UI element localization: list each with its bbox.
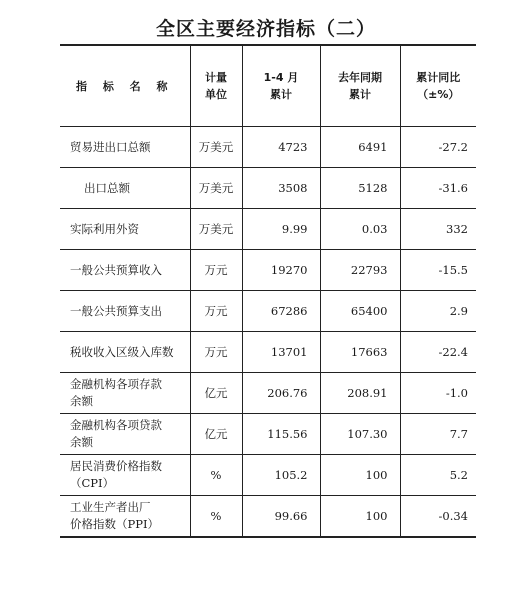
indicator-name	[60, 455, 190, 496]
indicator-name	[60, 414, 190, 455]
column-header-previous	[320, 45, 400, 127]
previous-value-cell: 6491	[320, 127, 400, 168]
current-value-cell: 9.99	[242, 209, 320, 250]
current-value-cell: 67286	[242, 291, 320, 332]
current-value-cell: 4723	[242, 127, 320, 168]
column-header-unit	[190, 45, 242, 127]
column-header-current-line2: 累计	[270, 88, 292, 101]
column-header-yoy-line2: （±%）	[417, 88, 460, 101]
column-header-indicator-label: 指 标 名 称	[76, 79, 174, 93]
column-header-unit-line1: 计量	[205, 71, 227, 84]
unit-cell: 万元	[190, 250, 242, 291]
yoy-change-cell: -31.6	[400, 168, 476, 209]
current-value-cell: 3508	[242, 168, 320, 209]
table-row	[60, 332, 476, 373]
indicator-name	[60, 209, 190, 250]
previous-value-cell: 100	[320, 496, 400, 538]
yoy-change-cell: 2.9	[400, 291, 476, 332]
previous-value-cell: 17663	[320, 332, 400, 373]
unit-cell: 亿元	[190, 414, 242, 455]
indicator-name-line1: 金融机构各项存款	[70, 377, 162, 391]
column-header-current-line1: 1-4 月	[263, 71, 299, 84]
column-header-current	[242, 45, 320, 127]
indicator-name-line2: 余额	[70, 435, 93, 449]
previous-value-cell: 22793	[320, 250, 400, 291]
indicator-name-line1: 一般公共预算收入	[70, 262, 162, 277]
previous-value-cell: 0.03	[320, 209, 400, 250]
table-row	[60, 455, 476, 496]
yoy-change-cell: 332	[400, 209, 476, 250]
indicator-name	[60, 250, 190, 291]
yoy-change-cell: -27.2	[400, 127, 476, 168]
previous-value-cell: 5128	[320, 168, 400, 209]
table-row	[60, 373, 476, 414]
current-value-cell: 99.66	[242, 496, 320, 538]
unit-cell: 亿元	[190, 373, 242, 414]
current-value-cell: 13701	[242, 332, 320, 373]
column-header-unit-line2: 单位	[205, 88, 227, 101]
indicator-name-line1: 税收收入区级入库数	[70, 344, 174, 359]
column-header-previous-line1: 去年同期	[338, 71, 382, 84]
indicator-name-line1: 工业生产者出厂	[70, 500, 151, 514]
indicator-name-line1: 出口总额	[84, 180, 130, 195]
indicator-name	[60, 168, 190, 209]
table-row	[60, 250, 476, 291]
table-row	[60, 414, 476, 455]
indicator-name	[60, 127, 190, 168]
indicator-name-line1: 金融机构各项贷款	[70, 418, 162, 432]
economic-indicators-table	[60, 44, 476, 538]
yoy-change-cell: 5.2	[400, 455, 476, 496]
indicator-name	[60, 291, 190, 332]
current-value-cell: 19270	[242, 250, 320, 291]
previous-value-cell: 100	[320, 455, 400, 496]
unit-cell: 万美元	[190, 168, 242, 209]
current-value-cell: 115.56	[242, 414, 320, 455]
indicator-name-line1: 贸易进出口总额	[70, 139, 151, 154]
unit-cell: 万元	[190, 291, 242, 332]
yoy-change-cell: -1.0	[400, 373, 476, 414]
indicator-name-line2: （CPI）	[70, 476, 115, 490]
column-header-yoy	[400, 45, 476, 127]
table-header-row	[60, 45, 476, 127]
table-row	[60, 127, 476, 168]
page-title: 全区主要经济指标（二）	[155, 18, 376, 40]
indicator-name-line2: 余额	[70, 394, 93, 408]
current-value-cell: 206.76	[242, 373, 320, 414]
indicator-name-line1: 一般公共预算支出	[70, 303, 162, 318]
unit-cell: %	[190, 496, 242, 538]
indicator-name-line1: 实际利用外资	[70, 221, 139, 236]
indicator-name	[60, 496, 190, 538]
unit-cell: %	[190, 455, 242, 496]
unit-cell: 万美元	[190, 127, 242, 168]
previous-value-cell: 65400	[320, 291, 400, 332]
indicator-name	[60, 332, 190, 373]
yoy-change-cell: 7.7	[400, 414, 476, 455]
table-row	[60, 168, 476, 209]
table-row	[60, 291, 476, 332]
indicator-name-line1: 居民消费价格指数	[70, 459, 162, 473]
current-value-cell: 105.2	[242, 455, 320, 496]
previous-value-cell: 208.91	[320, 373, 400, 414]
indicator-name	[60, 373, 190, 414]
column-header-indicator	[60, 45, 190, 127]
unit-cell: 万美元	[190, 209, 242, 250]
indicator-name-line2: 价格指数（PPI）	[70, 517, 160, 531]
yoy-change-cell: -15.5	[400, 250, 476, 291]
previous-value-cell: 107.30	[320, 414, 400, 455]
unit-cell: 万元	[190, 332, 242, 373]
column-header-previous-line2: 累计	[349, 88, 371, 101]
table-row	[60, 496, 476, 538]
yoy-change-cell: -0.34	[400, 496, 476, 538]
yoy-change-cell: -22.4	[400, 332, 476, 373]
column-header-yoy-line1: 累计同比	[416, 71, 461, 84]
table-row	[60, 209, 476, 250]
